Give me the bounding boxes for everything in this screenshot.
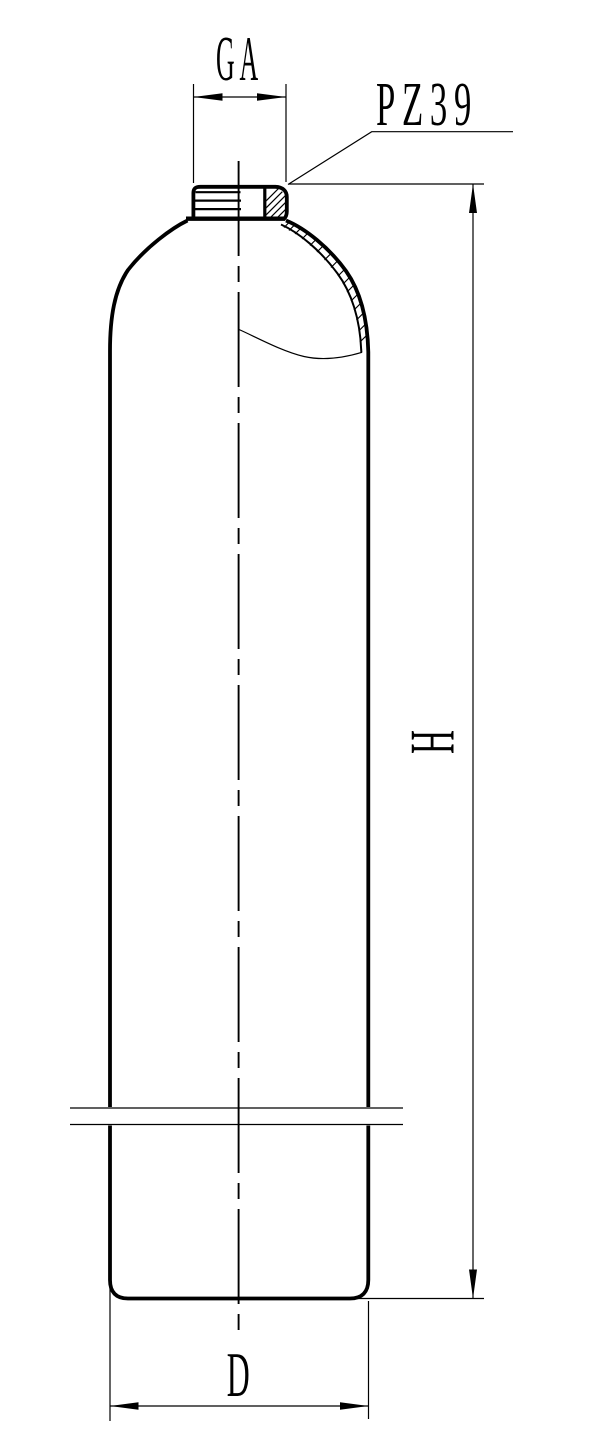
d-dimension <box>110 1287 369 1421</box>
pz39-leader-line <box>288 132 513 185</box>
dimension-label-h: H <box>396 707 468 754</box>
neck-thread-lines <box>194 192 241 209</box>
hatch-lines <box>246 185 317 221</box>
h-arrow-top <box>469 184 477 213</box>
neck-thread-section <box>186 185 317 221</box>
break-lines <box>70 1108 403 1125</box>
thread-label-pz39: PZ39 <box>376 71 478 139</box>
section-break-curve <box>239 330 362 359</box>
d-arrow-left <box>110 1402 139 1410</box>
h-arrow-bottom <box>469 1270 477 1299</box>
dimension-label-ga: GA <box>216 23 263 94</box>
d-arrow-right <box>340 1402 369 1410</box>
ga-arrow-left <box>194 93 223 101</box>
body-left-edge-upper <box>110 221 188 1108</box>
dimension-label-d: D <box>226 1339 250 1410</box>
neck-section-hatching <box>246 185 317 221</box>
h-dimension <box>289 184 484 1299</box>
ga-dimension <box>194 23 287 183</box>
pz39-leader <box>288 71 513 185</box>
ga-arrow-right <box>257 93 286 101</box>
shoulder-wall-section <box>239 222 366 359</box>
